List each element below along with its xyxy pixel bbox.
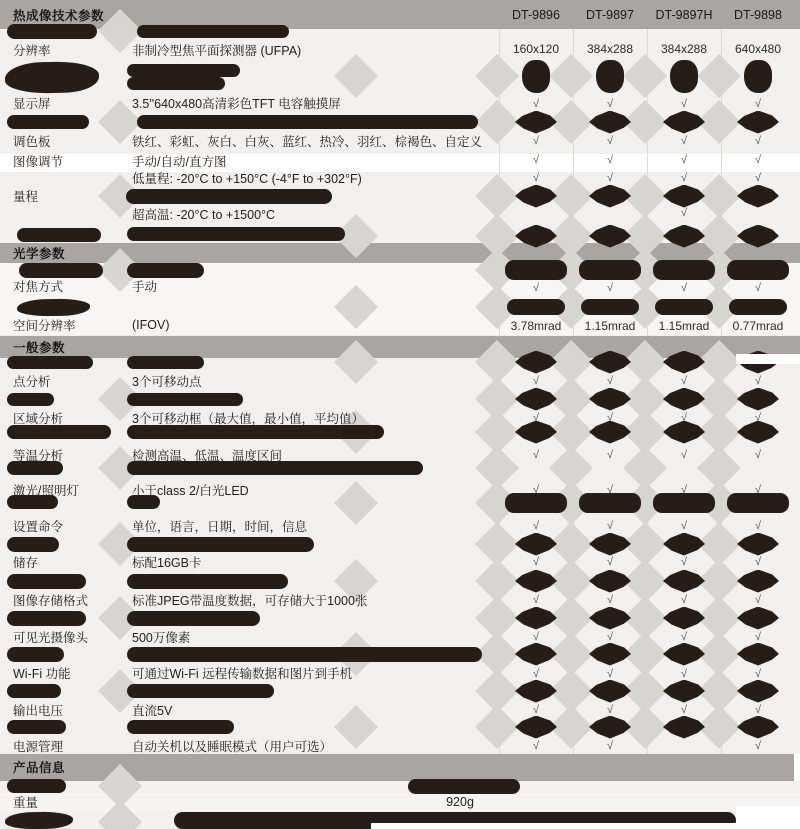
redaction-blob [727,260,789,280]
redaction-blob [7,720,66,734]
redaction-blob [737,570,779,593]
check-mark: √ [680,556,688,568]
row-label-storage: 储存 [13,556,39,570]
redaction-blob [507,299,565,315]
row-label-wifi: Wi-Fi 功能 [13,667,71,681]
redaction-blob [127,720,234,734]
row-desc-settings: 单位，语言，日期，时间，信息 [132,520,308,534]
check-mark: √ [754,668,762,680]
redaction-blob [137,115,478,129]
check-mark: √ [754,172,762,184]
check-mark: √ [754,740,762,752]
check-mark: √ [680,520,688,532]
redaction-blob [589,716,631,739]
redaction-blob [663,570,705,593]
redaction-blob [737,680,779,703]
watermark-diamond-icon [549,54,593,98]
redaction-blob [127,425,384,439]
redaction-blob [408,779,520,794]
row-label-voltage: 输出电压 [13,704,64,718]
redaction-blob [589,570,631,593]
check-mark: √ [754,375,762,387]
redaction-blob [663,716,705,739]
redaction-blob [515,533,557,556]
redaction-blob [589,185,631,208]
redaction-blob [515,388,557,411]
check-mark: √ [606,631,614,643]
redaction-blob [7,425,111,439]
check-mark: √ [754,98,762,110]
check-mark: √ [532,740,540,752]
row-desc-spot: 3个可移动点 [132,375,202,389]
redaction-blob [127,684,274,698]
redaction-blob [737,111,779,134]
check-mark: √ [606,449,614,461]
check-mark: √ [606,484,614,496]
check-mark: √ [754,704,762,716]
redaction-blob [737,607,779,630]
check-mark: √ [606,704,614,716]
row-desc-storage: 标配16GB卡 [132,556,202,570]
cell-ifov-dt9897h: 1.15mrad [658,319,710,333]
redaction-blob [7,574,86,589]
redaction-blob [515,643,557,666]
redaction-blob [663,533,705,556]
redaction-blob [19,263,103,278]
section-title-optical: 光学参数 [13,247,66,261]
check-mark: √ [532,449,540,461]
check-mark: √ [680,282,688,294]
redaction-blob [5,811,73,829]
redaction-blob [5,61,100,94]
row-desc-weight: 920g [446,795,474,809]
check-mark: √ [532,594,540,606]
redaction-blob [589,643,631,666]
row-desc-wifi: 可通过Wi-Fi 远程传输数据和图片到手机 [132,667,353,681]
check-mark: √ [606,520,614,532]
cell-ifov-dt9898: 0.77mrad [732,319,784,333]
redaction-blob [663,680,705,703]
row-desc-voltage: 直流5V [132,704,173,718]
row-desc-palette: 铁红、彩虹、灰白、白灰、蓝红、热冷、羽红、棕褐色、自定义 [132,135,483,149]
redaction-blob [7,647,64,662]
check-mark: √ [754,282,762,294]
watermark-diamond-icon [475,174,519,218]
watermark-diamond-icon [697,54,741,98]
check-mark: √ [680,135,688,147]
check-mark: √ [754,594,762,606]
check-mark: √ [680,207,688,219]
check-mark: √ [680,484,688,496]
redaction-blob [579,260,641,280]
cell-resolution-dt9897: 384x288 [586,42,634,56]
check-mark: √ [532,520,540,532]
row-desc-isotherm: 检测高温、低温、温度区间 [132,449,283,463]
check-mark: √ [532,135,540,147]
check-mark: √ [680,154,688,166]
redaction-blob [663,111,705,134]
check-mark: √ [532,556,540,568]
redaction-blob [127,611,260,626]
watermark-diamond-icon [334,54,378,98]
section-title-general: 一般参数 [13,341,66,355]
cell-ifov-dt9896: 3.78mrad [510,319,562,333]
redaction-blob [670,60,698,93]
redaction-blob [7,115,89,129]
redaction-blob [515,570,557,593]
model-header-dt9897: DT-9897 [586,8,634,22]
redaction-blob [589,111,631,134]
watermark-diamond-icon [475,54,519,98]
redaction-blob [596,60,624,93]
check-mark: √ [680,412,688,424]
row-label-focus: 对焦方式 [13,280,64,294]
white-eraser-patch [736,354,800,364]
check-mark: √ [754,556,762,568]
check-mark: √ [754,631,762,643]
row-label-display: 显示屏 [13,97,51,111]
redaction-blob [126,189,332,204]
redaction-blob [729,299,787,315]
check-mark: √ [606,412,614,424]
check-mark: √ [606,282,614,294]
redaction-blob [7,684,61,698]
redaction-blob [127,537,314,552]
row-desc-display: 3.5''640x480高清彩色TFT 电容触摸屏 [132,97,341,111]
check-mark: √ [532,412,540,424]
check-mark: √ [532,282,540,294]
redaction-blob [127,227,345,241]
redaction-blob [737,388,779,411]
check-mark: √ [680,172,688,184]
row-label-settings: 设置命令 [13,520,64,534]
redaction-blob [589,680,631,703]
row-label-format: 图像存储格式 [13,594,89,608]
check-mark: √ [532,375,540,387]
redaction-blob [127,77,225,90]
row-label-isotherm: 等温分析 [13,449,64,463]
check-mark: √ [606,135,614,147]
check-mark: √ [680,668,688,680]
check-mark: √ [532,154,540,166]
check-mark: √ [754,412,762,424]
cell-resolution-dt9897h: 384x288 [660,42,708,56]
model-header-dt9896: DT-9896 [512,8,560,22]
check-mark: √ [532,668,540,680]
redaction-blob [515,185,557,208]
redaction-blob [127,64,240,77]
row-label-palette: 调色板 [13,135,51,149]
redaction-blob [7,24,97,39]
cell-resolution-dt9898: 640x480 [734,42,782,56]
check-mark: √ [606,740,614,752]
row-label-range: 量程 [13,190,39,204]
white-eraser-patch [794,754,800,781]
check-mark: √ [754,484,762,496]
check-mark: √ [532,98,540,110]
redaction-blob [515,111,557,134]
redaction-blob [589,533,631,556]
row-label-spot: 点分析 [13,375,51,389]
white-eraser-patch [371,823,736,829]
redaction-blob [515,607,557,630]
row-label-camera: 可见光摄像头 [13,631,89,645]
check-mark: √ [680,704,688,716]
redaction-blob [515,716,557,739]
row-desc-ifov: (IFOV) [132,318,170,332]
redaction-blob [505,260,567,280]
model-header-dt9898: DT-9898 [734,8,782,22]
check-mark: √ [754,449,762,461]
redaction-blob [589,388,631,411]
redaction-blob [127,574,288,589]
watermark-diamond-icon [475,705,519,749]
cell-resolution-dt9896: 160x120 [512,42,560,56]
redaction-blob [127,263,204,278]
white-eraser-patch [736,806,800,829]
redaction-blob [7,356,93,369]
redaction-blob [7,611,86,626]
check-mark: √ [606,154,614,166]
row-label-image-adjust: 图像调节 [13,155,64,169]
check-mark: √ [754,520,762,532]
row-label-resolution: 分辨率 [13,44,51,58]
model-header-dt9897h: DT-9897H [655,8,713,22]
row-label-laser: 激光/照明灯 [13,484,79,498]
row-label-area: 区域分析 [13,412,64,426]
redaction-blob [17,228,101,242]
row-desc-area: 3个可移动框（最大值，最小值，平均值） [132,412,364,426]
row-desc-camera: 500万像素 [132,631,191,645]
redaction-blob [663,607,705,630]
check-mark: √ [532,704,540,716]
redaction-blob [589,607,631,630]
check-mark: √ [680,449,688,461]
redaction-blob [655,299,713,315]
check-mark: √ [754,154,762,166]
row-desc-range-ultra: 超高温: -20°C to +1500°C [132,208,276,222]
redaction-blob [663,388,705,411]
redaction-blob [17,298,90,316]
watermark-diamond-icon [623,54,667,98]
redaction-blob [515,680,557,703]
redaction-blob [127,647,482,662]
check-mark: √ [606,98,614,110]
row-label-power: 电源管理 [13,740,64,754]
check-mark: √ [680,98,688,110]
check-mark: √ [606,556,614,568]
redaction-blob [7,537,59,552]
redaction-blob [737,643,779,666]
row-desc-laser: 小于class 2/白光LED [132,484,249,498]
check-mark: √ [606,668,614,680]
redaction-blob [7,779,66,793]
check-mark: √ [680,631,688,643]
watermark-diamond-icon [334,705,378,749]
check-mark: √ [680,594,688,606]
redaction-blob [744,60,772,93]
row-desc-resolution: 非制冷型焦平面探测器 (UFPA) [132,44,302,58]
check-mark: √ [532,172,540,184]
redaction-blob [581,299,639,315]
section-title-thermal: 热成像技术参数 [13,9,105,23]
check-mark: √ [754,135,762,147]
check-mark: √ [606,594,614,606]
row-desc-focus: 手动 [132,280,158,294]
redaction-blob [522,60,550,93]
redaction-blob [137,25,289,38]
row-label-ifov: 空间分辨率 [13,319,76,333]
cell-ifov-dt9897: 1.15mrad [584,319,636,333]
check-mark: √ [532,484,540,496]
redaction-blob [127,356,204,369]
check-mark: √ [606,375,614,387]
redaction-blob [7,393,54,406]
redaction-blob [737,533,779,556]
row-desc-format: 标准JPEG带温度数据，可存储大于1000张 [132,594,368,608]
row-desc-power: 自动关机以及睡眠模式（用户可选） [132,740,333,754]
redaction-blob [737,185,779,208]
section-title-product: 产品信息 [13,761,66,775]
redaction-blob [663,643,705,666]
row-desc-image-adjust: 手动/自动/直方图 [132,155,227,169]
redaction-blob [127,393,243,406]
redaction-blob [653,260,715,280]
row-desc-range-low: 低量程: -20°C to +150°C (-4°F to +302°F) [132,172,362,186]
check-mark: √ [680,375,688,387]
redaction-blob [737,716,779,739]
row-label-weight: 重量 [13,796,39,810]
watermark-diamond-icon [334,481,378,525]
check-mark: √ [532,631,540,643]
check-mark: √ [606,172,614,184]
